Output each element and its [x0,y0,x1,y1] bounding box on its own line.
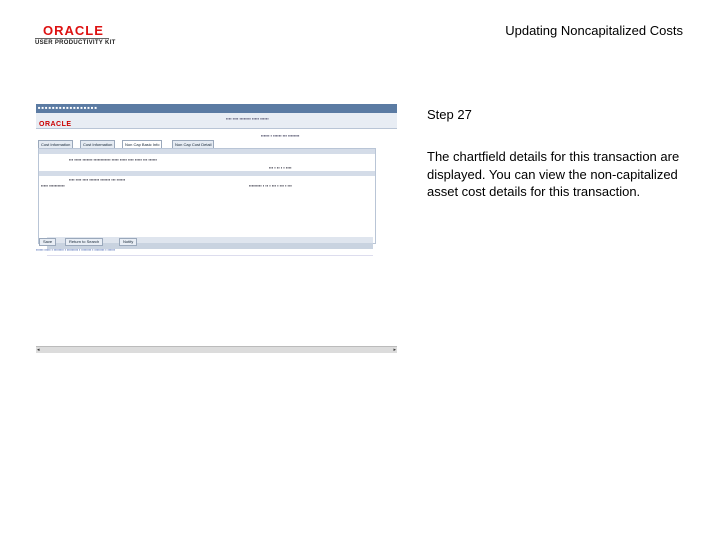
notify-button[interactable]: Notify [119,238,137,246]
app-content-panel [38,148,376,244]
application-screenshot [36,104,397,354]
app-topbar: ■ ■ ■ ■ ■ ■ ■ ■ ■ ■ ■ ■ ■ ■ ■ ■ ■ [36,104,397,113]
step-label: Step 27 [427,107,472,122]
panel-subsection: ▪▪▪▪▪ ▪▪▪▪▪▪▪▪▪▪▪ [41,183,65,188]
panel-asset-row: ▪▪▪▪ ▪▪▪▪ ▪▪▪▪ ▪▪▪▪▪▪▪ ▪▪▪▪▪▪▪ ▪▪▪ ▪▪▪▪▪▪ [69,177,126,182]
app-nav-links[interactable]: ▪▪▪▪ ▪▪▪▪ ▪▪▪▪▪▪▪▪ ▪▪▪▪▪ ▪▪▪▪▪▪ [226,116,269,121]
return-to-search-button[interactable]: Return to Search [65,238,103,246]
scroll-right-icon[interactable]: ▸ [393,347,396,353]
step-description: The chartfield details for this transaction are displayed. You can view the non-capitalized asset cost details for this transaction. [427,149,680,199]
panel-find-links[interactable]: ▪▪▪ ▪ ▪▪ ▪ ▪ ▪▪▪▪ [269,165,292,170]
app-pagelet-links[interactable]: ▪▪▪▪▪▪ ▪ ▪▪▪▪▪▪ ▪▪▪ ▪▪▪▪▪▪▪▪ [261,133,300,138]
tab-3[interactable]: Non Cap Basic Info [122,140,162,148]
logo-subtext: USER PRODUCTIVITY KIT [35,40,116,46]
panel-section-bar [39,171,375,176]
page-title: Updating Noncapitalized Costs [505,23,683,38]
app-header-band [36,113,397,128]
save-button[interactable]: Save [39,238,56,246]
logo-wordmark: ORACLE [43,23,104,38]
tab-2[interactable]: Cost Information [80,140,115,148]
tab-1[interactable]: Cost Information [38,140,73,148]
app-logo: ORACLE [39,121,72,128]
oracle-upk-logo [35,23,125,51]
horizontal-scrollbar[interactable] [36,346,397,353]
app-footer-links[interactable]: ▪▪▪▪▪▪ ▪▪▪▪▪ ▪ ▪▪▪▪▪▪▪▪ ▪ ▪▪▪▪▪▪▪▪▪ ▪ ▪▪▪▪▪▪▪▪ ▪ ▪▪▪▪▪▪▪▪ ▪ ▪▪▪▪▪▪ [36,248,115,252]
panel-header-bar [39,149,375,154]
panel-field-row: ▪▪▪ ▪▪▪▪▪ ▪▪▪▪▪▪▪ ▪▪▪▪▪▪▪▪▪▪▪▪ ▪▪▪▪▪ ▪▪▪▪▪ ▪▪▪▪ ▪▪▪▪▪ ▪▪▪ ▪▪▪▪▪▪ [69,157,157,162]
logo-underline [35,38,109,39]
panel-personalize[interactable]: ▪▪▪▪▪▪▪▪▪ ▪ ▪▪ ▪ ▪▪▪ ▪ ▪▪▪ ▪ ▪▪▪ [249,183,292,188]
tab-4[interactable]: Non Cap Cost Detail [172,140,214,148]
app-divider [36,128,397,129]
scroll-left-icon[interactable]: ◂ [37,347,40,353]
